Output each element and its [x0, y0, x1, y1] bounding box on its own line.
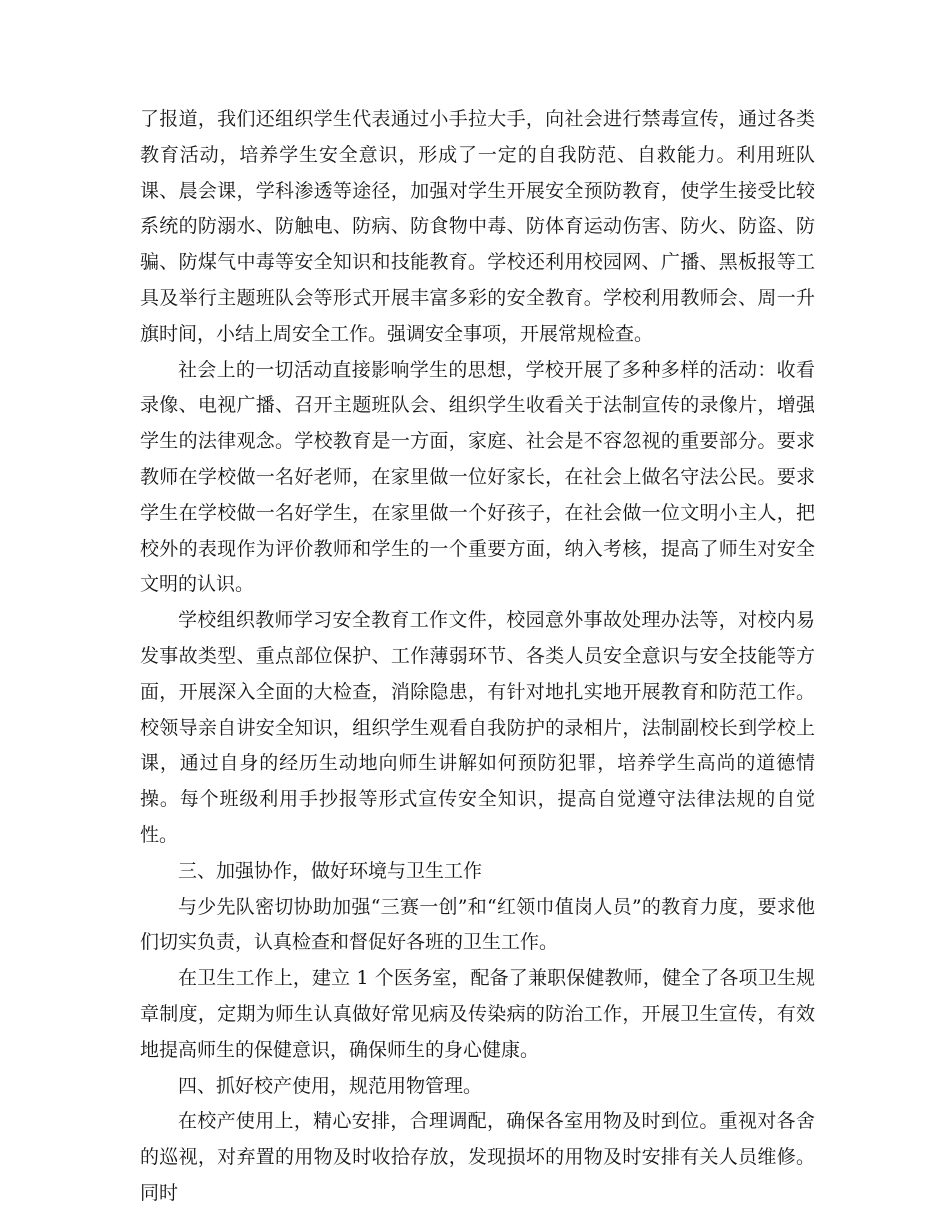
section-heading-environment-hygiene: 三、加强协作，做好环境与卫生工作	[178, 859, 483, 882]
section-heading-school-property: 四、抓好校产使用，规范用物管理。	[178, 1074, 483, 1097]
paragraph-social-activities: 社会上的一切活动直接影响学生的思想，学校开展了多种多样的活动：收看录像、电视广播、召开主题班队会、组织学生收看关于法制宣传的录像片，增强学生的法律观念。学校教育是一方面，家庭、社会是不容忽视的重要部分。要求教师在学校做一名好老师，在家里做一位好家长，在社会上做名守法公民。要求学生在学校做一名好学生，在家里做一个好孩子，在社会做一位文明小主人，把校外的表现作为评价教师和学生的一个重要方面，纳入考核，提高了师生对安全文明的认识。	[140, 358, 815, 596]
document-page	[140, 102, 815, 1212]
paragraph-teacher-training: 学校组织教师学习安全教育工作文件，校园意外事故处理办法等，对校内易发事故类型、重点部位保护、工作薄弱环节、各类人员安全意识与安全技能等方面，开展深入全面的大检查，消除隐患，有针对地扎实地开展教育和防范工作。校领导亲自讲安全知识，组织学生观看自我防护的录相片，法制副校长到学校上课，通过自身的经历生动地向师生讲解如何预防犯罪，培养学生高尚的道德情操。每个班级利用手抄报等形式宣传安全知识，提高自觉遵守法律法规的自觉性。	[140, 609, 815, 846]
paragraph-young-pioneers: 与少先队密切协助加强“三赛一创”和“红领巾值岗人员”的教育力度，要求他们切实负责，认真检查和督促好各班的卫生工作。	[140, 895, 815, 954]
paragraph-hygiene-work: 在卫生工作上，建立 1 个医务室，配备了兼职保健教师，健全了各项卫生规章制度，定期为师生认真做好常见病及传染病的防治工作，开展卫生宣传，有效地提高师生的保健意识，确保师生的身心健康。	[140, 967, 815, 1061]
paragraph-property-usage: 在校产使用上，精心安排，合理调配，确保各室用物及时到位。重视对各舍的巡视，对弃置的用物及时收拾存放，发现损坏的用物及时安排有关人员维修。同时	[140, 1110, 815, 1204]
paragraph-safety-education: 了报道，我们还组织学生代表通过小手拉大手，向社会进行禁毒宣传，通过各类教育活动，培养学生安全意识，形成了一定的自我防范、自救能力。利用班队课、晨会课，学科渗透等途径，加强对学生开展安全预防教育，使学生接受比较系统的防溺水、防触电、防病、防食物中毒、防体育运动伤害、防火、防盗、防骗、防煤气中毒等安全知识和技能教育。学校还利用校园网、广播、黑板报等工具及举行主题班队会等形式开展丰富多彩的安全教育。学校利用教师会、周一升旗时间，小结上周安全工作。强调安全事项，开展常规检查。	[140, 108, 815, 345]
